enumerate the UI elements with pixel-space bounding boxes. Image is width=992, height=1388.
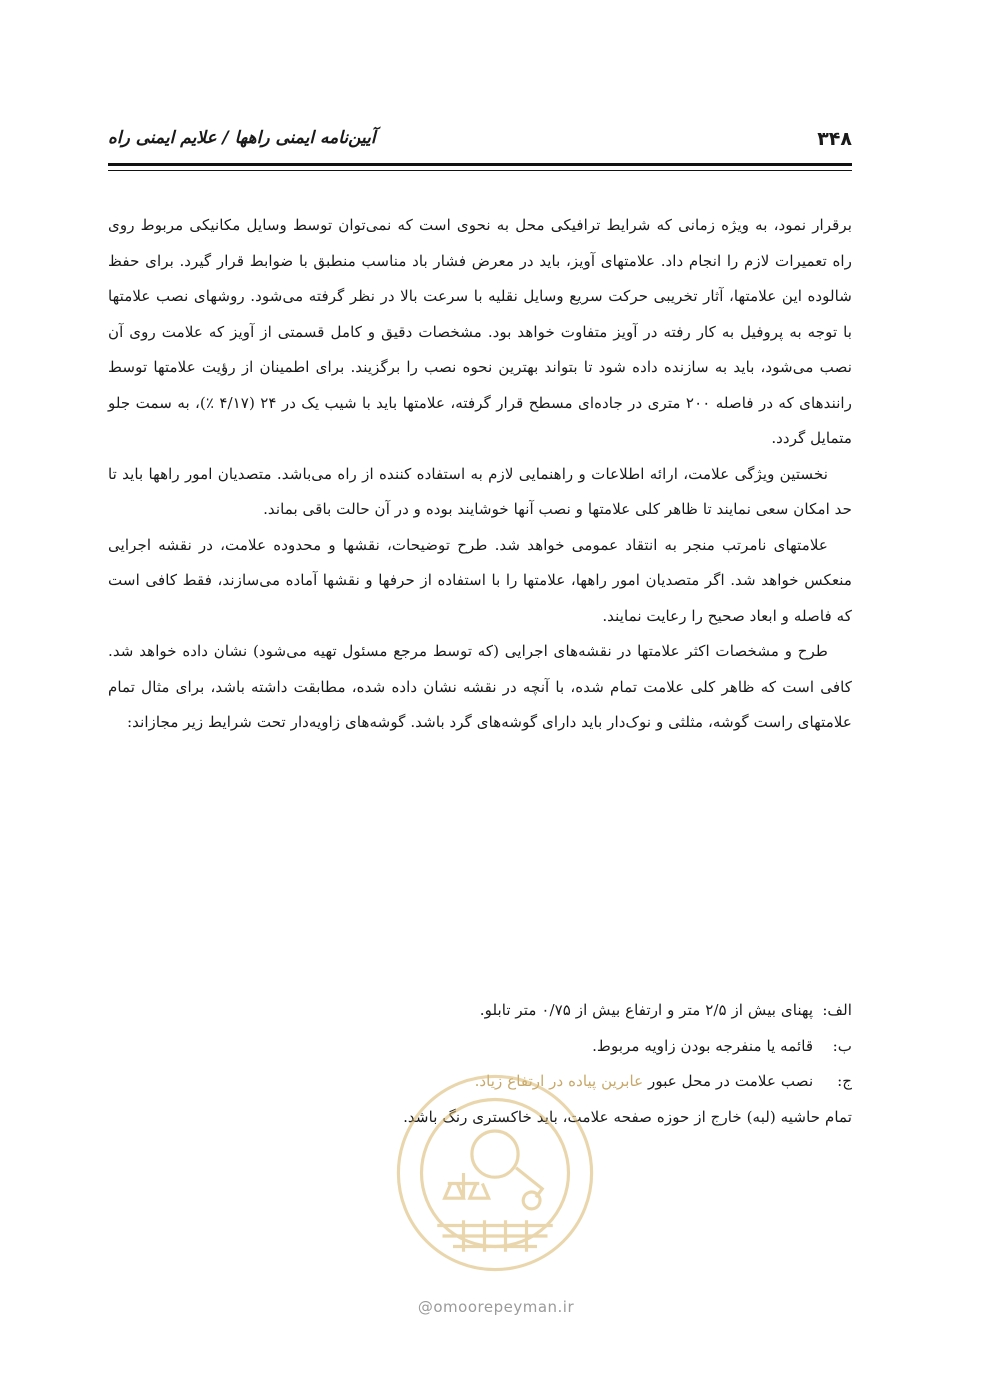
watermark-url: @omoorepeyman.ir	[417, 1298, 575, 1316]
list-item-text: نصب علامت در محل عبور	[643, 1072, 814, 1090]
list-item-text: قائمه یا منفرجه بودن زاویه مربوط.	[592, 1036, 814, 1055]
paragraph: برقرار نمود، به ویژه زمانی که شرایط ترافیکی محل به نحوی است که نمی‌توان توسط وسایل مکانیکی مربوط روی راه تعمیرات لازم را انجام داد. علامتهای آویز، باید در معرض فشار باد مناسب منطبق با ضوابط قرار گیرد. برای حفظ شالوده این علامتها، آثار تخریبی حرکت سریع وسایل نقلیه با سرعت بالا در نظر گرفته می‌شود. روشهای نصب علامتها با توجه به پروفیل به کار رفته در آویز متفاوت خواهد بود. مشخصات دقیق و کامل قسمتی از آویز که علامت روی آن نصب می‌شود، باید به سازنده داده شود تا بتواند بهترین نحوه نصب را برگزیند. برای اطمینان از رؤیت علامتها توسط رانندهای که در فاصله ۲۰۰ متری در جاده‌ای مسطح قرار گرفته، علامتها باید با شیب یک در ۲۴ (۴/۱۷ ٪)، به سمت جلو متمایل گردد.	[108, 216, 852, 447]
list-item-text-tail: عابرین پیاده در ارتفاع زیاد.	[474, 1072, 644, 1090]
closing-sentence: تمام حاشیه (لبه) خارج از حوزه صفحه علامت، باید خاکستری رنگ باشد.	[403, 1107, 852, 1126]
list-item	[108, 993, 852, 1029]
body-text	[108, 208, 852, 741]
list-item-key: ج:	[837, 1072, 852, 1090]
omoore-peyman-seal-icon	[390, 1068, 600, 1278]
paragraph: علامتهای نامرتب منجر به انتقاد عمومی خواهد شد. طرح توضیحات، نقشها و محدوده علامت، در نقشه اجرایی منعکس خواهد شد. اگر متصدیان امور راهها، علامتها را با استفاده از حرفها و نقشها آماده می‌سازند، فقط کافی است که فاصله و ابعاد صحیح را رعایت نمایند.	[108, 535, 852, 625]
paragraph: طرح و مشخصات اکثر علامتها در نقشه‌های اجرایی (که توسط مرجع مسئول تهیه می‌شود) نشان داده خواهد شد. کافی است که ظاهر کلی علامت تمام شده، با آنچه در نقشه نشان داده شده، مطابقت داشته باشد، برای مثال تمام علامتهای راست گوشه، مثلثی و نوک‌دار باید دارای گوشه‌های گرد باشد. گوشه‌های زاویه‌دار تحت شرایط زیر مجازاند:	[108, 642, 852, 732]
list-item	[108, 1029, 852, 1065]
paragraph: نخستین ویژگی علامت، ارائه اطلاعات و راهنمایی لازم به استفاده کننده از راه می‌باشد. متصدیان امور راهها باید تا حد امکان سعی نمایند تا ظاهر کلی علامتها و نصب آنها خوشایند بوده و در آن حالت باقی بماند.	[108, 464, 852, 519]
page-header	[108, 128, 852, 152]
list-item-text: پهنای بیش از ۲/۵ متر و ارتفاع بیش از ۰/۷۵ متر تابلو.	[479, 1001, 814, 1019]
header-rule-thin	[108, 170, 852, 171]
header-rule-thick	[108, 163, 852, 166]
list-item-key: الف:	[822, 1001, 852, 1019]
list-item-key: ب:	[832, 1036, 852, 1055]
running-title: آیین‌نامه ایمنی راهها / علایم ایمنی راه	[108, 128, 376, 148]
page-number: ۳۴۸	[817, 128, 852, 150]
